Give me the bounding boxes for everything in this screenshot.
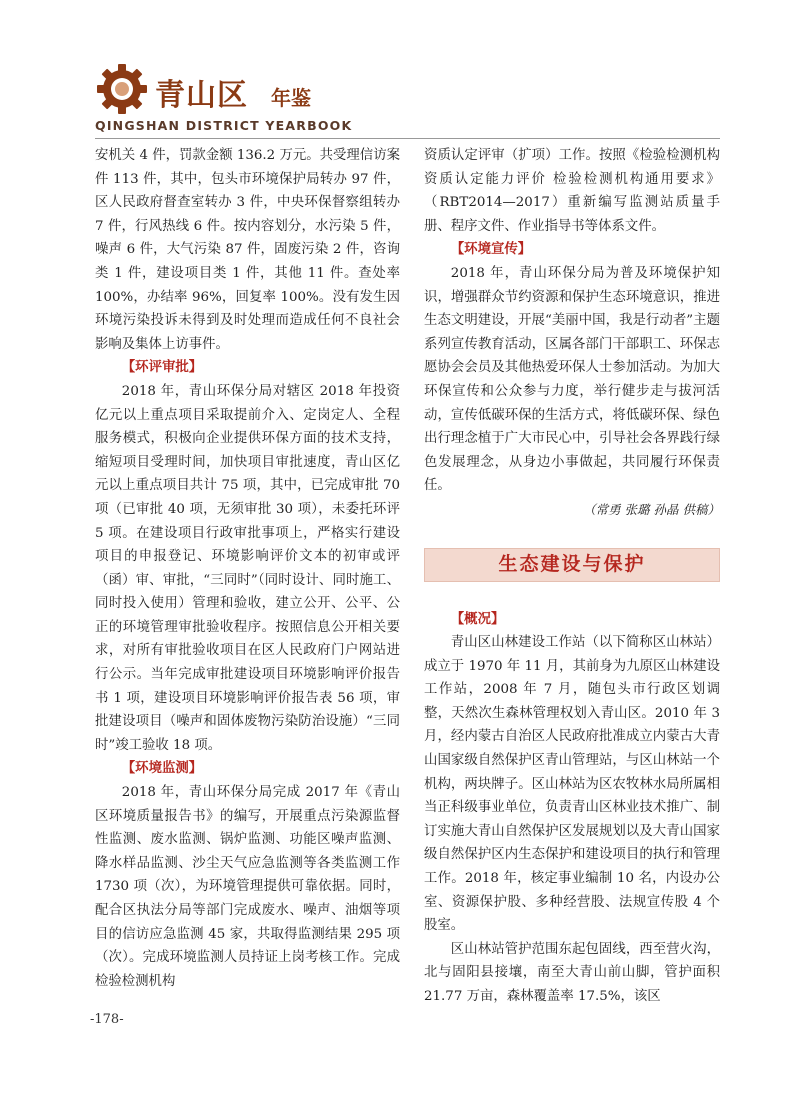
- paragraph: 2018 年，青山环保分局为普及环境保护知识，增强群众节约资源和保护生态环境意识，推进生态文明建设，开展“美丽中国，我是行动者”主题系列宣传教育活动，区属各部门干部职工、环保志愿协会会员及其他热爱环保人士参加活动。为加大环保宣传和公众参与力度，举行健步走与拔河活动，宣传低碳环保的生活方式，将低碳环保、绿色出行理念植于广大市民心中，引导社会各界践行绿色发展理念，从身边小事做起，共同履行环保责任。: [424, 265, 720, 494]
- header-divider: [95, 138, 720, 139]
- paragraph: 资质认定评审（扩项）工作。按照《检验检测机构资质认定能力评价 检验检测机构通用要求》（RBT2014—2017）重新编写监测站质量手册、程序文件、作业指导书等体系文件。: [424, 148, 720, 234]
- paragraph: 安机关 4 件，罚款金额 136.2 万元。共受理信访案件 113 件，其中，包头市环境保护局转办 97 件，区人民政府督查室转办 3 件，中央环保督察组转办 7 件，行风热线 6 件。按内容划分，水污染 5 件，噪声 6 件，大气污染 87 件，固废污染 2 件，咨询类 1 件，建设项目类 1 件，其他 11 件。查处率 100%，办结率 96%，回复率 100%。没有发生因环境污染投诉未得到及时处理而造成任何不良社会影响及集体上访事件。: [95, 148, 400, 352]
- paragraph: 区山林站管护范围东起包固线，西至营火沟，北与固阳县接壤，南至大青山前山脚，管护面积 21.77 万亩，森林覆盖率 17.5%，该区: [424, 941, 720, 1004]
- contributor-credit: （常勇 张璐 孙晶 供稿）: [583, 501, 720, 517]
- paragraph: 青山区山林建设工作站（以下简称区山林站）成立于 1970 年 11 月，其前身为九原区山林建设工作站，2008 年 7 月，随包头市行政区划调整，天然次生森林管理权划入青山区。2010 年 3 月，经内蒙古自治区人民政府批准成立内蒙古大青山国家级自然保护区青山管理站，与区山林站一个机构，两块牌子。区山林站为区农牧林水局所属相当正科级事业单位，负责青山区林业技术推广、制订实施大青山自然保护区发展规划以及大青山国家级自然保护区内生态保护和建设项目的执行和管理工作。2018 年，核定事业编制 10 名，内设办公室、资源保护股、多种经营股、法规宣传股 4 个股室。: [424, 635, 720, 934]
- yearbook-subtitle: 年鉴: [271, 86, 311, 110]
- yearbook-english-title: QINGSHAN DISTRICT YEARBOOK: [95, 118, 353, 133]
- right-column: [424, 144, 720, 1009]
- paragraph: 2018 年，青山环保分局对辖区 2018 年投资亿元以上重点项目采取提前介入、定岗定人、全程服务模式，积极向企业提供环保方面的技术支持，缩短项目受理时间，加快项目审批速度，青山区亿元以上重点项目共计 75 项，其中，已完成审批 70 项（已审批 40 项，无须审批 30 项），未委托环评 5 项。在建设项目行政审批事项上，严格实行建设项目的申报登记、环境影响评价文本的初审或评（函）审、审批，“三同时”（同时设计、同时施工、同时投入使用）管理和验收，建立公开、公平、公正的环境管理审批验收程序。按照信息公开相关要求，对所有审批验收项目在区人民政府门户网站进行公示。当年完成审批建设项目环境影响评价报告书 1 项，建设项目环境影响评价报告表 56 项，审批建设项目（噪声和固体废物污染防治设施）“三同时”竣工验收 18 项。: [95, 383, 400, 753]
- section-heading: 【概况】: [450, 610, 505, 627]
- paragraph: 2018 年，青山环保分局完成 2017 年《青山区环境质量报告书》的编写，开展重点污染源监督性监测、废水监测、锅炉监测、功能区噪声监测、降水样品监测、沙尘天气应急监测等各类监测工作 1730 项（次），为环境管理提供可靠依据。同时，配合区执法分局等部门完成废水、噪声、油烟等项目的信访应急监测 45 家，共取得监测结果 295 项（次）。完成环境监测人员持证上岗考核工作。完成检验检测机构: [95, 785, 400, 989]
- yearbook-header: [95, 62, 715, 122]
- left-column: [95, 144, 400, 993]
- yearbook-title: 青山区: [155, 78, 248, 113]
- page-number: -178-: [90, 1012, 124, 1027]
- gear-logo-icon: [95, 62, 149, 116]
- section-heading: 【环境宣传】: [450, 241, 532, 258]
- section-banner: 生态建设与保护: [424, 548, 720, 582]
- section-heading: 【环境监测】: [121, 760, 203, 777]
- section-heading: 【环评审批】: [121, 359, 203, 376]
